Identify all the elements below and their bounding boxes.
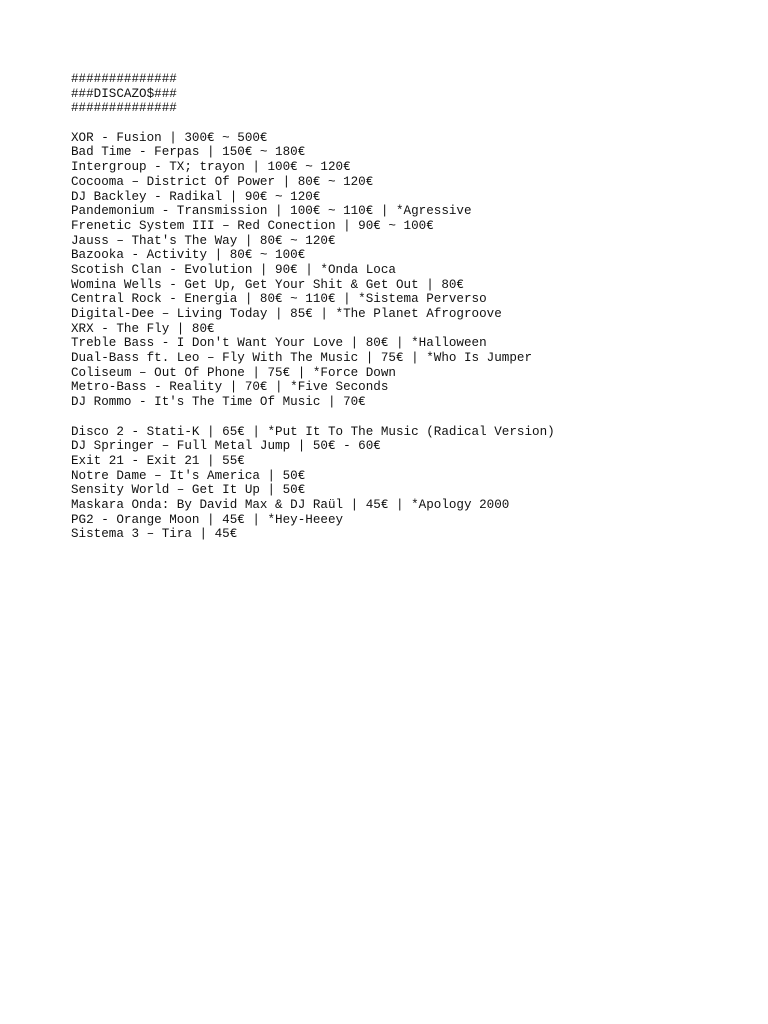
list-item: Exit 21 - Exit 21 | 55€ [71, 453, 245, 468]
list-item: Womina Wells - Get Up, Get Your Shit & Get Out | 80€ [71, 277, 464, 292]
list-item: Cocooma – District Of Power | 80€ ~ 120€ [71, 174, 374, 189]
list-item: Digital-Dee – Living Today | 85€ | *The Planet Afrogroove [71, 307, 502, 321]
list-item: Intergroup - TX; trayon | 100€ ~ 120€ [71, 160, 351, 175]
blank-line [71, 410, 731, 425]
list-item: Bad Time - Ferpas | 150€ ~ 180€ [71, 145, 306, 160]
list-item: XOR - Fusion | 300€ ~ 500€ [71, 130, 268, 145]
blank-line [71, 116, 731, 131]
list-item: Frenetic System III – Red Conection | 90€ ~ 100€ [71, 218, 434, 233]
record-list-1 [71, 131, 731, 410]
list-item: Metro-Bass - Reality | 70€ | *Five Seconds [71, 380, 389, 395]
list-item: DJ Rommo - It's The Time Of Music | 70€ [71, 395, 366, 410]
list-item: Dual-Bass ft. Leo – Fly With The Music | 75€ | *Who Is Jumper [71, 351, 533, 366]
list-item: Disco 2 - Stati-K | 65€ | *Put It To The Music (Radical Version) [71, 424, 555, 439]
list-item: Pandemonium - Transmission | 100€ ~ 110€ | *Agressive [71, 204, 472, 219]
list-item: Notre Dame – It's America | 50€ [71, 468, 306, 483]
list-item: Maskara Onda: By David Max & DJ Raül | 45€ | *Apology 2000 [71, 497, 510, 512]
document-page [71, 72, 731, 542]
list-item: Scotish Clan - Evolution | 90€ | *Onda Loca [71, 262, 396, 277]
record-list-2 [71, 425, 731, 543]
header-block [71, 72, 731, 116]
header-title: ###DISCAZO$### [71, 86, 177, 101]
list-item: Jauss – That's The Way | 80€ ~ 120€ [71, 233, 336, 248]
list-item: DJ Springer – Full Metal Jump | 50€ - 60€ [71, 439, 381, 454]
list-item: XRX - The Fly | 80€ [71, 321, 215, 336]
list-item: Sistema 3 – Tira | 45€ [71, 527, 238, 542]
list-item: Central Rock - Energia | 80€ ~ 110€ | *Sistema Perverso [71, 292, 487, 307]
list-item: Bazooka - Activity | 80€ ~ 100€ [71, 248, 306, 263]
list-item: PG2 - Orange Moon | 45€ | *Hey-Heeey [71, 512, 344, 527]
header-line: ############## [71, 72, 177, 86]
list-item: Coliseum – Out Of Phone | 75€ | *Force Down [71, 365, 396, 380]
header-line: ############## [71, 101, 177, 116]
list-item: Sensity World – Get It Up | 50€ [71, 483, 306, 498]
list-item: DJ Backley - Radikal | 90€ ~ 120€ [71, 189, 321, 204]
list-item: Treble Bass - I Don't Want Your Love | 80€ | *Halloween [71, 336, 487, 351]
